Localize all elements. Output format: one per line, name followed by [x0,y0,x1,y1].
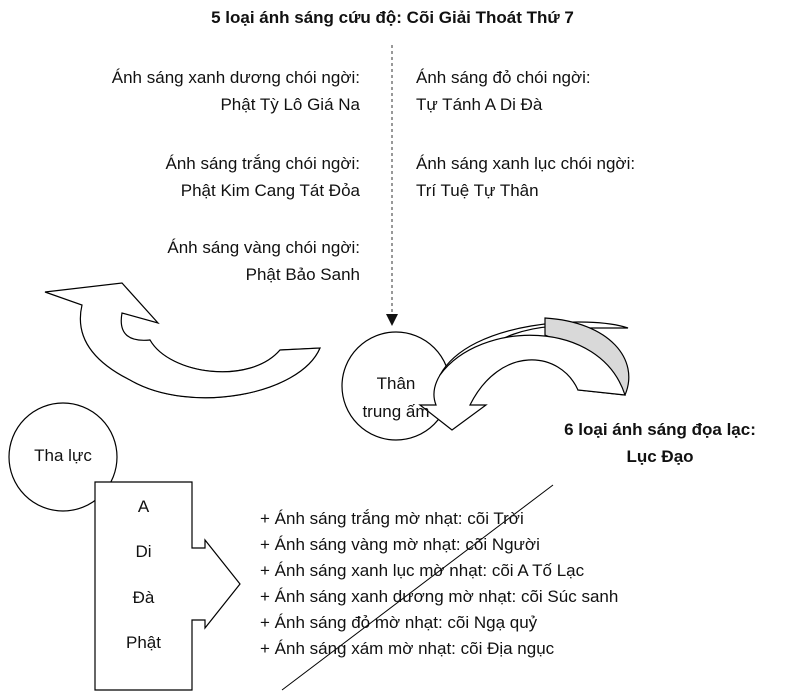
light-label: Ánh sáng vàng chói ngời: [167,238,360,257]
divider-arrowhead [386,314,398,326]
diagram-title: 5 loại ánh sáng cứu độ: Cõi Giải Thoát Thứ 7 [211,8,574,27]
other-power-label: Tha lực [34,446,92,465]
center-node-line1: Thân [376,374,416,393]
light-buddha: Tự Tánh A Di Đà [416,95,543,114]
left-light-blue [112,64,360,118]
list-item: + Ánh sáng xanh dương mờ nhạt: cõi Súc sanh [260,587,619,606]
left-curved-arrow [45,283,320,398]
center-node-label [346,370,446,426]
amitabha-line-2: Di [135,542,152,561]
left-light-white [166,150,361,204]
light-label: Ánh sáng trắng chói ngời: [165,154,360,173]
light-buddha: Phật Tỳ Lô Giá Na [220,95,360,114]
list-item: + Ánh sáng trắng mờ nhạt: cõi Trời [260,509,524,528]
six-realms-line2: Lục Đạo [626,447,694,466]
amitabha-line-1: A [137,497,150,516]
light-label: Ánh sáng xanh dương chói ngời: [111,68,360,87]
amitabha-line-4: Phật [126,633,161,652]
light-buddha: Phật Kim Cang Tát Đỏa [180,181,360,200]
left-light-yellow [167,234,360,288]
light-buddha: Phật Bảo Sanh [245,265,360,284]
dim-lights-list [260,506,618,662]
six-realms-heading [535,416,785,470]
right-light-red [416,64,591,118]
list-item: + Ánh sáng xám mờ nhạt: cõi Địa ngục [260,639,555,658]
light-buddha: Trí Tuệ Tự Thân [416,181,539,200]
amitabha-line-3: Đà [132,588,155,607]
right-curved-arrow [420,318,629,430]
list-item: + Ánh sáng xanh lục mờ nhạt: cõi A Tố Lạc [260,561,585,580]
light-label: Ánh sáng xanh lục chói ngời: [416,154,636,173]
center-node-line2: trung ấm [362,402,430,421]
list-item: + Ánh sáng đỏ mờ nhạt: cõi Ngạ quỷ [260,613,538,632]
list-item: + Ánh sáng vàng mờ nhạt: cõi Người [260,535,540,554]
six-realms-line1: 6 loại ánh sáng đọa lạc: [564,420,756,439]
right-light-green [416,150,635,204]
light-label: Ánh sáng đỏ chói ngời: [416,68,591,87]
